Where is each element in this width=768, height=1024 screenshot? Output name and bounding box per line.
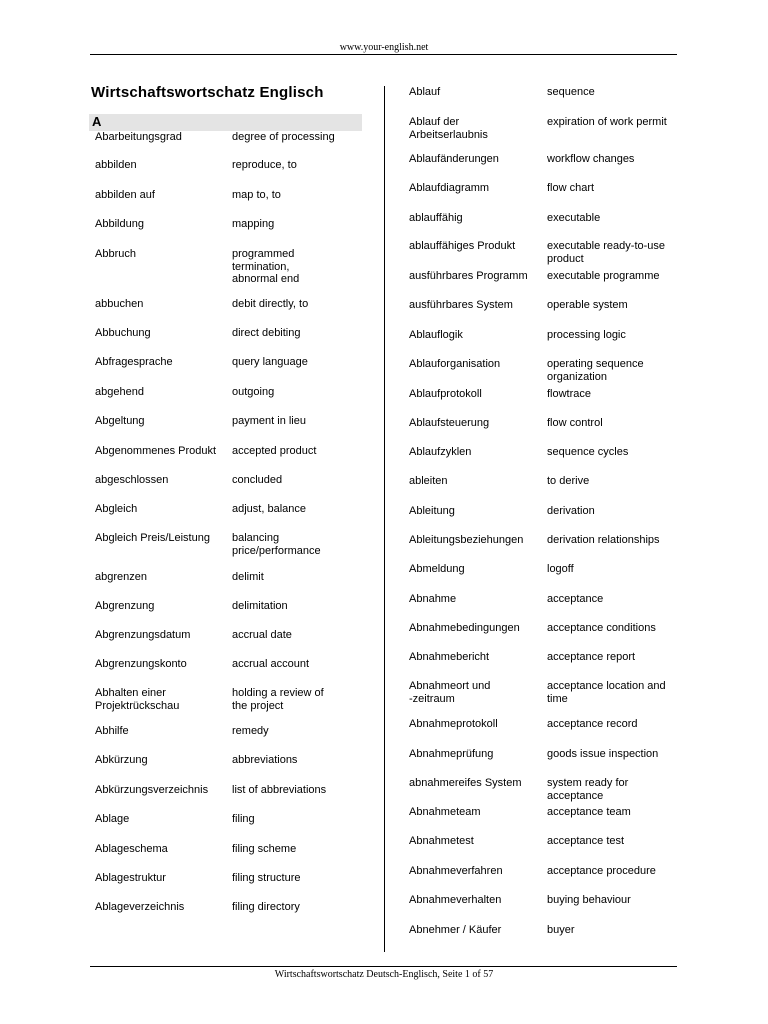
german-term: abnahmereifes System [409, 777, 522, 789]
english-translation: map to, to [232, 189, 281, 201]
german-term: abbilden [95, 159, 137, 171]
english-translation: list of abbreviations [232, 784, 327, 796]
english-translation: abbreviations [232, 754, 298, 766]
english-translation: acceptance procedure [547, 865, 656, 877]
english-translation: goods issue inspection [547, 748, 659, 760]
english-translation: flow chart [547, 182, 595, 194]
english-translation: workflow changes [547, 153, 635, 165]
english-translation: accepted product [232, 445, 317, 457]
german-term: Ablauf [409, 86, 441, 98]
english-translation: buyer [547, 924, 575, 936]
german-term: Abkürzungsverzeichnis [95, 784, 209, 796]
german-term: Abbuchung [95, 327, 151, 339]
page-title: Wirtschaftswortschatz Englisch [91, 84, 324, 101]
english-translation: sequence [547, 86, 595, 98]
english-translation: query language [232, 356, 308, 368]
english-translation: degree of processing [232, 131, 335, 143]
german-term: ausführbares Programm [409, 270, 528, 282]
german-term: Abnahmebericht [409, 651, 490, 663]
german-term: ablauffähiges Produkt [409, 240, 516, 252]
german-term: Ablagestruktur [95, 872, 166, 884]
english-translation: accrual date [232, 629, 292, 641]
german-term: abgrenzen [95, 571, 147, 583]
english-translation: delimit [232, 571, 264, 583]
english-translation: acceptance team [547, 806, 631, 818]
german-term: Ablauflogik [409, 329, 463, 341]
english-translation: operable system [547, 299, 628, 311]
english-translation: remedy [232, 725, 269, 737]
english-translation: delimitation [232, 600, 288, 612]
english-translation: acceptance location and time [547, 680, 666, 705]
german-term: abbuchen [95, 298, 144, 310]
german-term: Ableitung [409, 505, 455, 517]
german-term: Abkürzung [95, 754, 148, 766]
german-term: Abbruch [95, 248, 136, 260]
english-translation: accrual account [232, 658, 310, 670]
english-translation: acceptance conditions [547, 622, 656, 634]
english-translation: direct debiting [232, 327, 301, 339]
german-term: Abgleich [95, 503, 138, 515]
german-term: Ablageverzeichnis [95, 901, 185, 913]
german-term: Abgrenzung [95, 600, 155, 612]
english-translation: derivation [547, 505, 595, 517]
german-term: Abnahmeverhalten [409, 894, 502, 906]
english-translation: adjust, balance [232, 503, 306, 515]
german-term: Ablaufprotokoll [409, 388, 482, 400]
german-term: Abnahmetest [409, 835, 474, 847]
german-term: Abgleich Preis/Leistung [95, 532, 210, 544]
german-term: ableiten [409, 475, 448, 487]
german-term: Abnahmebedingungen [409, 622, 520, 634]
german-term: Ablage [95, 813, 130, 825]
german-term: Ableitungsbeziehungen [409, 534, 524, 546]
english-translation: acceptance test [547, 835, 625, 847]
german-term: Ablauf der Arbeitserlaubnis [409, 116, 488, 141]
english-translation: operating sequence organization [547, 358, 644, 383]
german-term: Abarbeitungsgrad [95, 131, 182, 143]
german-term: abgehend [95, 386, 144, 398]
english-translation: to derive [547, 475, 590, 487]
english-translation: logoff [547, 563, 574, 575]
column-divider [384, 86, 385, 952]
german-term: Abbildung [95, 218, 144, 230]
english-translation: filing structure [232, 872, 301, 884]
german-term: Ablaufdiagramm [409, 182, 490, 194]
english-translation: balancing price/performance [232, 532, 321, 557]
german-term: Abfragesprache [95, 356, 173, 368]
footer-rule [90, 966, 677, 967]
page-footer: Wirtschaftswortschatz Deutsch-Englisch, Seite 1 of 57 [274, 969, 494, 980]
german-term: Abmeldung [409, 563, 465, 575]
english-translation: reproduce, to [232, 159, 297, 171]
english-translation: system ready for acceptance [547, 777, 629, 802]
english-translation: filing [232, 813, 255, 825]
german-term: ausführbares System [409, 299, 513, 311]
german-term: Ablaufänderungen [409, 153, 499, 165]
german-term: Ablauforganisation [409, 358, 501, 370]
german-term: Abnahmeteam [409, 806, 481, 818]
german-term: Abnahmeprüfung [409, 748, 494, 760]
english-translation: acceptance [547, 593, 604, 605]
page-header-url: www.your-english.net [339, 42, 429, 53]
header-rule [90, 54, 677, 55]
german-term: Abnahme [409, 593, 457, 605]
english-translation: programmed termination, abnormal end [232, 248, 300, 285]
german-term: Abnahmeprotokoll [409, 718, 498, 730]
english-translation: processing logic [547, 329, 626, 341]
german-term: Abgenommenes Produkt [95, 445, 217, 457]
german-term: Abgrenzungsdatum [95, 629, 191, 641]
english-translation: acceptance record [547, 718, 638, 730]
german-term: Abnahmeverfahren [409, 865, 503, 877]
english-translation: executable [547, 212, 601, 224]
english-translation: acceptance report [547, 651, 636, 663]
german-term: Abhilfe [95, 725, 129, 737]
german-term: Abhalten einer Projektrückschau [95, 687, 180, 712]
english-translation: holding a review of the project [232, 687, 324, 712]
english-translation: outgoing [232, 386, 275, 398]
english-translation: executable programme [547, 270, 660, 282]
german-term: ablauffähig [409, 212, 463, 224]
german-term: Ablaufzyklen [409, 446, 472, 458]
english-translation: buying behaviour [547, 894, 631, 906]
german-term: Abnahmeort und -zeitraum [409, 680, 491, 705]
english-translation: expiration of work permit [547, 116, 667, 128]
german-term: Abgeltung [95, 415, 145, 427]
english-translation: executable ready-to-use product [547, 240, 666, 265]
english-translation: filing directory [232, 901, 300, 913]
english-translation: derivation relationships [547, 534, 660, 546]
english-translation: filing scheme [232, 843, 297, 855]
german-term: Ablageschema [95, 843, 168, 855]
english-translation: sequence cycles [547, 446, 629, 458]
section-header [89, 114, 362, 131]
english-translation: flow control [547, 417, 603, 429]
english-translation: mapping [232, 218, 275, 230]
english-translation: flowtrace [547, 388, 592, 400]
english-translation: payment in lieu [232, 415, 306, 427]
german-term: Abgrenzungskonto [95, 658, 187, 670]
section-letter: A [92, 114, 102, 129]
english-translation: concluded [232, 474, 283, 486]
english-translation: debit directly, to [232, 298, 309, 310]
german-term: abbilden auf [95, 189, 155, 201]
german-term: Abnehmer / Käufer [409, 924, 502, 936]
german-term: abgeschlossen [95, 474, 169, 486]
german-term: Ablaufsteuerung [409, 417, 490, 429]
